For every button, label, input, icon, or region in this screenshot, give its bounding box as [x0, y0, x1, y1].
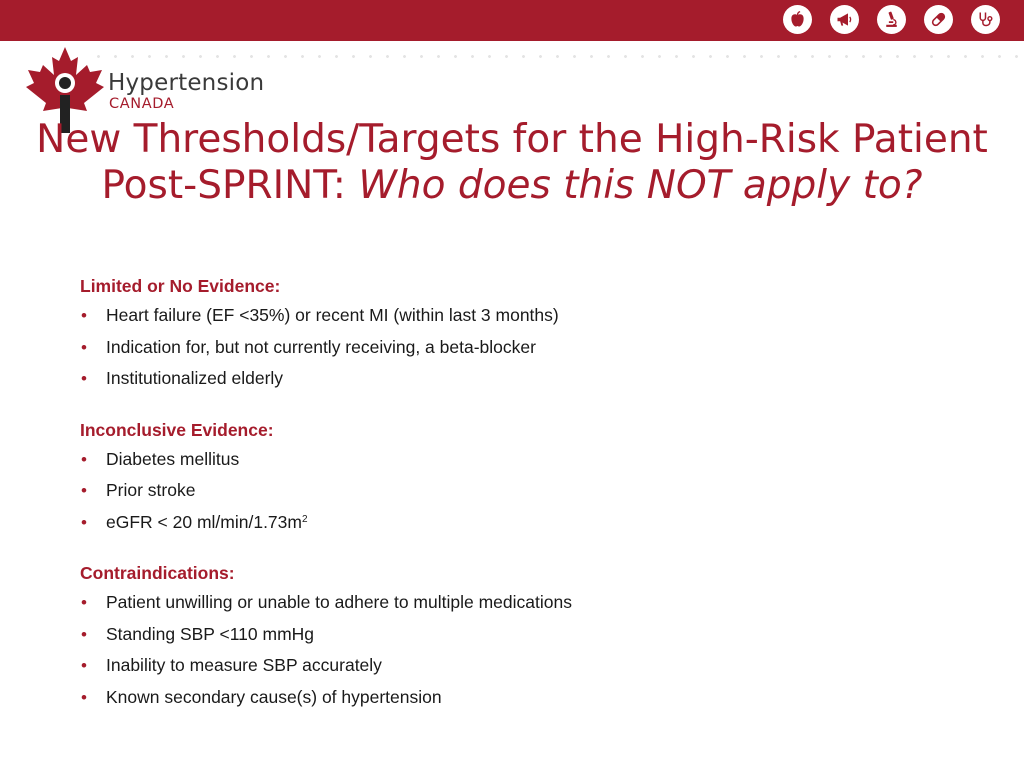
section-heading: Contraindications:	[80, 563, 235, 583]
slide-content	[80, 272, 980, 713]
list-item-text: Standing SBP <110 mmHg	[106, 623, 315, 644]
bullet-icon: •	[81, 337, 87, 357]
microscope-icon	[877, 5, 906, 34]
list-item	[80, 475, 980, 507]
stethoscope-icon	[971, 5, 1000, 34]
list-item-text: Heart failure (EF <35%) or recent MI (within last 3 months)	[106, 305, 559, 325]
slide-title	[0, 117, 1024, 209]
section-contraindications	[80, 559, 980, 713]
title-line-1: New Thresholds/Targets for the High-Risk Patient	[36, 117, 988, 162]
bullet-icon: •	[81, 481, 87, 500]
list-item-text: Diabetes mellitus	[106, 448, 240, 469]
superscript-exponent: 2	[301, 513, 308, 525]
bullet-icon: •	[81, 687, 87, 707]
header-bar	[0, 0, 1024, 41]
pill-icon	[924, 5, 953, 34]
list-item-text: Prior stroke	[106, 480, 196, 500]
section-heading: Inconclusive Evidence:	[80, 419, 274, 440]
list-item-text: Patient unwilling or unable to adhere to multiple medications	[106, 592, 572, 612]
logo-text-hypertension: Hypertension	[108, 70, 265, 96]
list-item	[80, 363, 980, 395]
list-item	[80, 332, 980, 364]
title-line-2-question: Who does this NOT apply to?	[358, 163, 923, 208]
section-spacer	[80, 395, 980, 416]
list-item-text: eGFR < 20 ml/min/1.73m	[106, 511, 302, 532]
logo-text-canada: CANADA	[109, 96, 175, 112]
apple-icon	[783, 5, 812, 34]
list-item-text: Inability to measure SBP accurately	[106, 655, 382, 675]
section-limited-evidence	[80, 272, 980, 395]
list-item-text: Indication for, but not currently receiving, a beta-blocker	[106, 336, 536, 357]
list-item	[80, 650, 980, 682]
list-item-text: Known secondary cause(s) of hypertension	[106, 686, 442, 707]
list-item	[80, 682, 980, 714]
bullet-icon: •	[81, 656, 87, 675]
header-icon-row	[783, 5, 1000, 34]
bullet-icon: •	[81, 512, 87, 532]
list-item	[80, 444, 980, 476]
list-item-text: Institutionalized elderly	[106, 368, 284, 388]
list-item	[80, 587, 980, 619]
bullet-icon: •	[81, 449, 87, 469]
title-line-2	[0, 163, 1024, 209]
bullet-icon: •	[81, 369, 87, 388]
list-item	[80, 300, 980, 332]
bullet-icon: •	[81, 306, 87, 325]
section-spacer	[80, 538, 980, 559]
list-item	[80, 619, 980, 651]
bullet-icon: •	[81, 624, 87, 644]
bullet-icon: •	[81, 593, 87, 612]
list-item	[80, 507, 980, 539]
title-line-2-prefix: Post-SPRINT:	[101, 163, 359, 208]
megaphone-icon	[830, 5, 859, 34]
section-heading: Limited or No Evidence:	[80, 276, 281, 296]
section-inconclusive-evidence	[80, 416, 980, 539]
